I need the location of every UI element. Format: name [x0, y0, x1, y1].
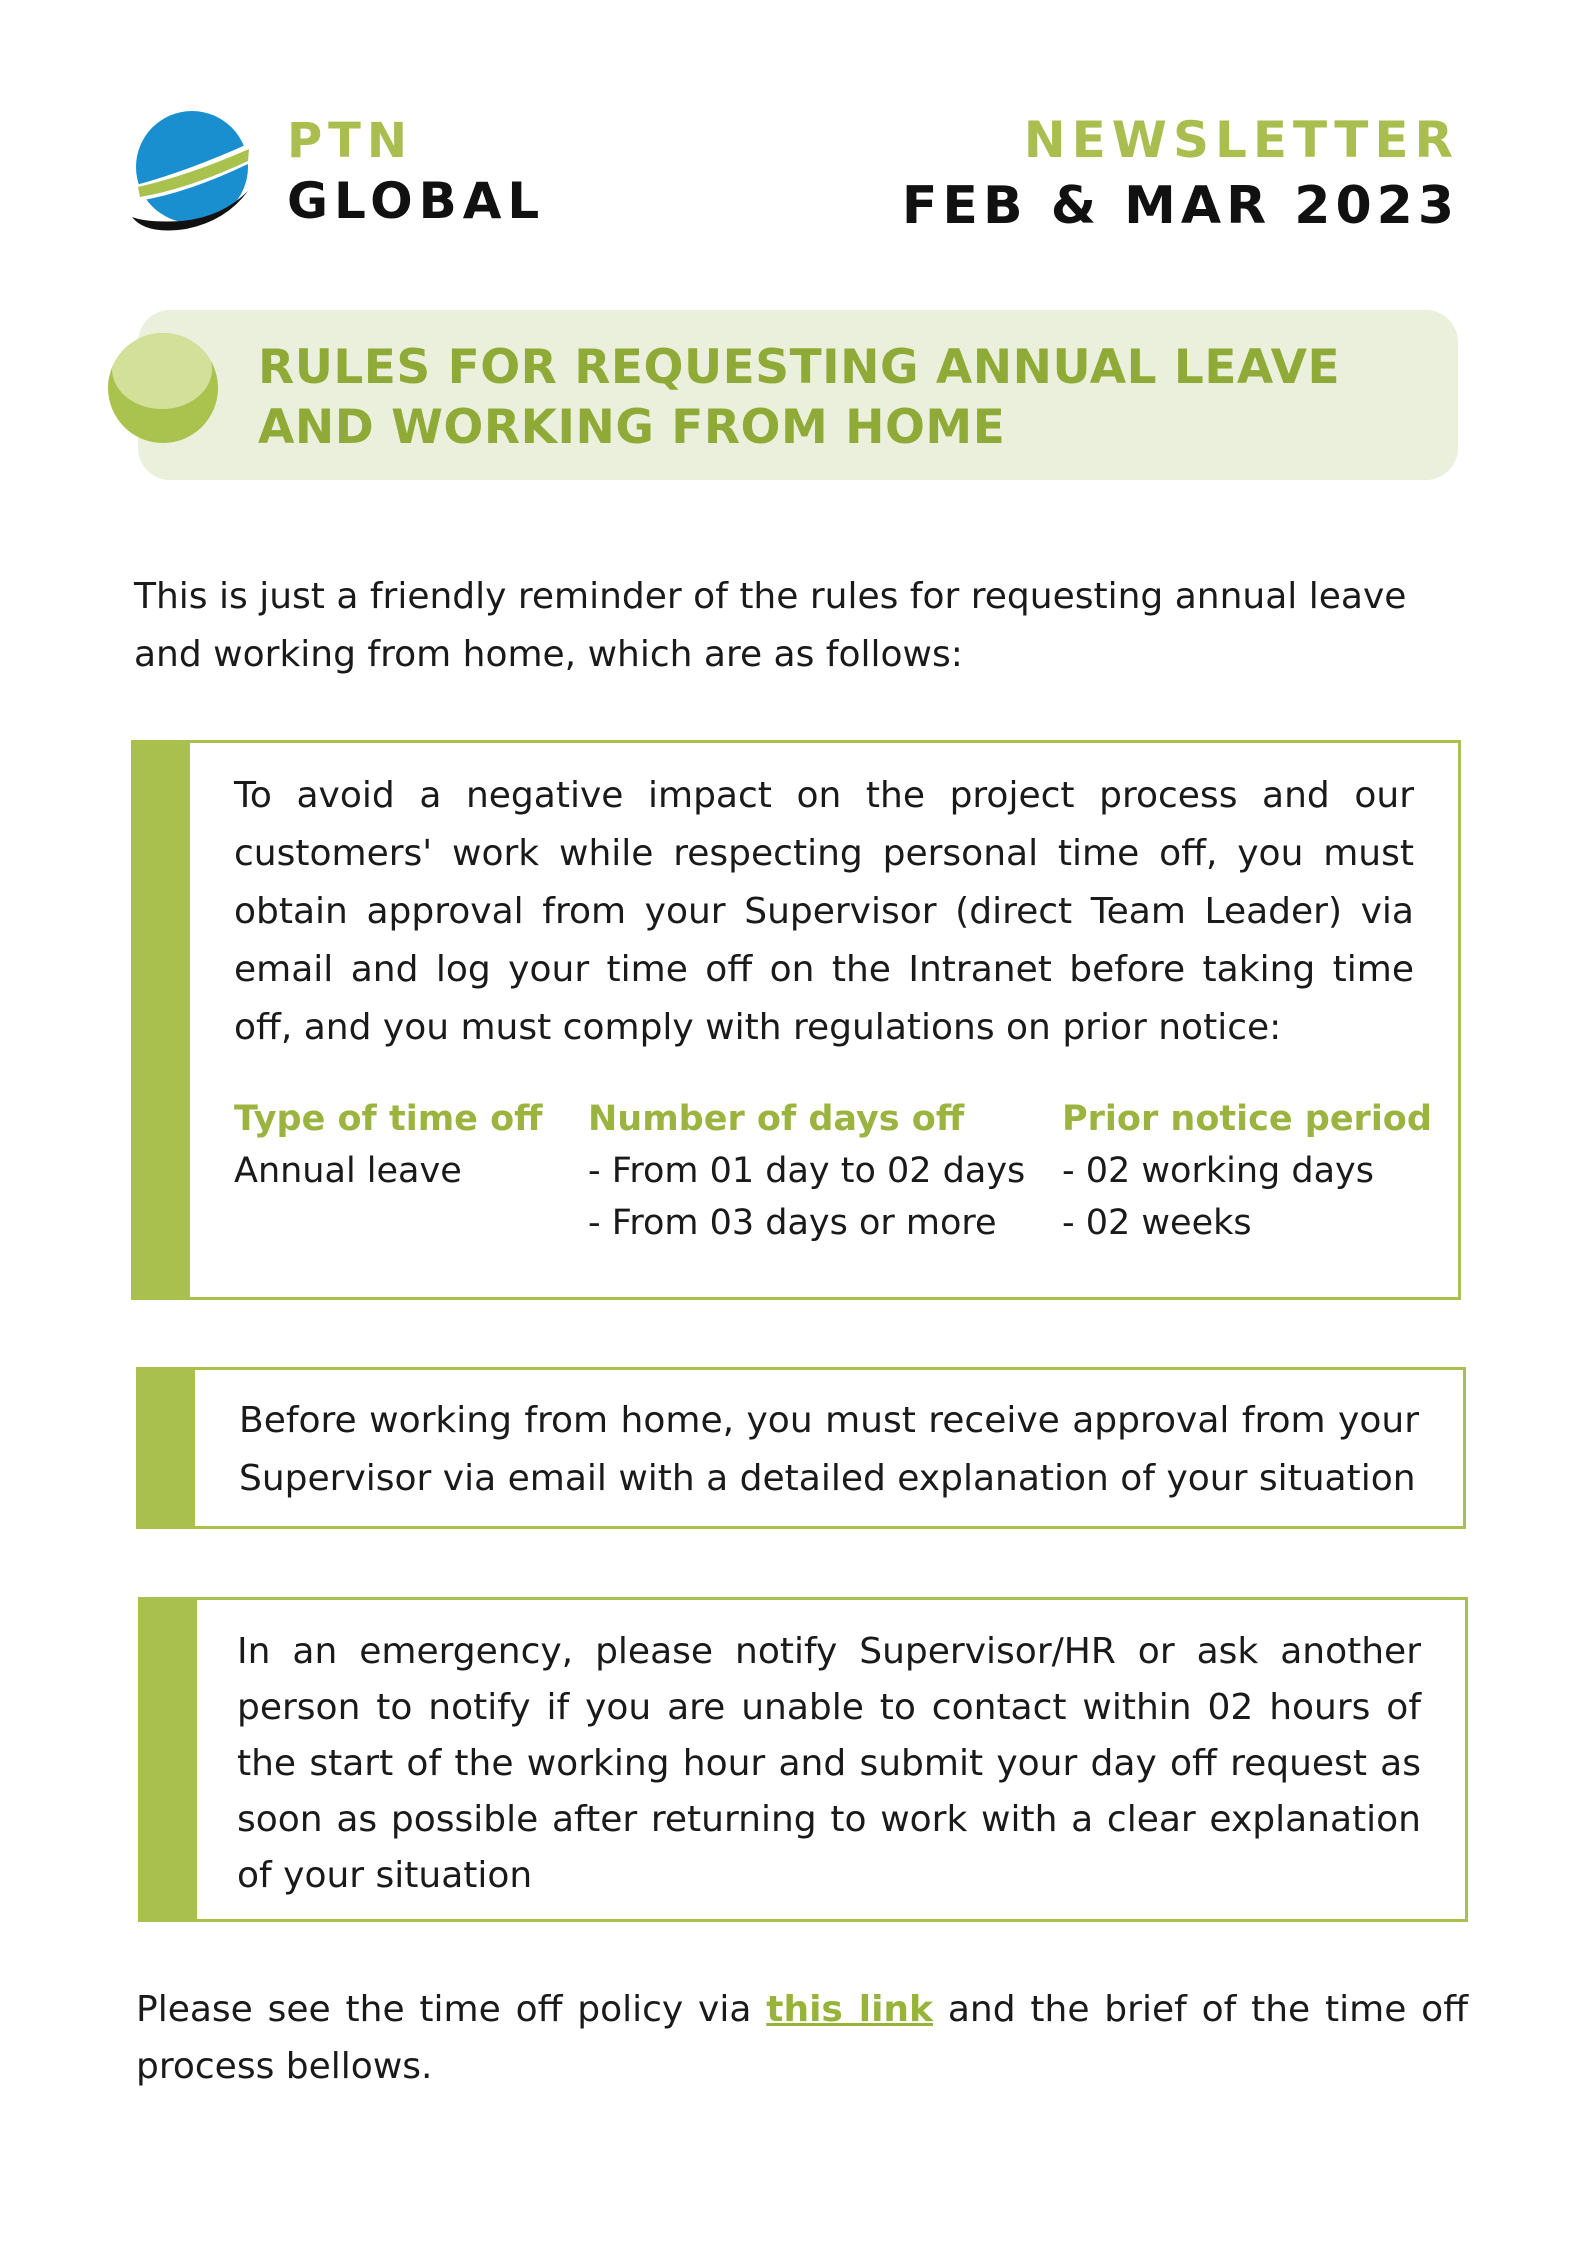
outro-text-before: Please see the time off policy via — [136, 1989, 767, 2030]
column-header: Number of days off — [588, 1099, 965, 1139]
title-circle-icon — [108, 333, 218, 443]
card-accent-bar — [141, 1600, 197, 1919]
intro-paragraph: This is just a friendly reminder of the rules for requesting annual leave and working from home, which are as follows: — [134, 576, 1407, 675]
rule-text: In an emergency, please notify Supervisor/HR or ask another person to notify if you are unable to contact within 02 hours of the start of the working hour and submit your day off request as soon as possible after returning to work with a clear explanation of your situation — [237, 1631, 1421, 1896]
policy-link[interactable]: this link — [766, 1989, 934, 2030]
brand-line-1: PTN — [287, 113, 414, 169]
rule-card-annual-leave — [131, 740, 1461, 1300]
masthead — [902, 110, 1459, 242]
ptn-global-logo — [126, 105, 256, 245]
card-accent-bar — [139, 1370, 195, 1526]
rule-text: To avoid a negative impact on the project process and our customers' work while respecting personal time off, you must obtain approval from your Supervisor (direct Team Leader) via email and log your time off on the Intranet before taking time off, and you must comply with regulations on prior notice: — [234, 775, 1414, 1048]
outro-paragraph — [136, 1981, 1468, 2095]
table-cell: Annual leave — [234, 1151, 462, 1191]
card-accent-bar — [134, 743, 190, 1297]
outro-text-after: and the brief of the time off process bellows. — [136, 1989, 1468, 2087]
section-title-line-1: RULES FOR REQUESTING ANNUAL LEAVE — [258, 340, 1341, 395]
rule-text: Before working from home, you must receive approval from your Supervisor via email with a detailed explanation of your situation — [239, 1400, 1419, 1499]
table-cell: - 02 working days — [1062, 1151, 1374, 1191]
notice-column-type — [234, 1093, 543, 1197]
notice-column-period — [1062, 1093, 1432, 1249]
brand-line-2: GLOBAL — [287, 172, 546, 230]
notice-column-days — [588, 1093, 1025, 1249]
table-cell: - From 01 day to 02 days — [588, 1151, 1026, 1191]
newsletter-label: NEWSLETTER — [1023, 111, 1459, 169]
rule-card-work-from-home — [136, 1367, 1466, 1529]
table-cell: - 02 weeks — [1062, 1203, 1252, 1243]
section-title — [258, 338, 1340, 458]
issue-date: FEB & MAR 2023 — [901, 176, 1459, 236]
brand-wordmark — [287, 112, 545, 232]
rule-card-emergency — [138, 1597, 1468, 1922]
table-cell: - From 03 days or more — [588, 1203, 997, 1243]
notice-table — [234, 1093, 1434, 1253]
section-title-line-2: AND WORKING FROM HOME — [258, 400, 1006, 455]
column-header: Type of time off — [234, 1099, 543, 1139]
column-header: Prior notice period — [1062, 1099, 1432, 1139]
